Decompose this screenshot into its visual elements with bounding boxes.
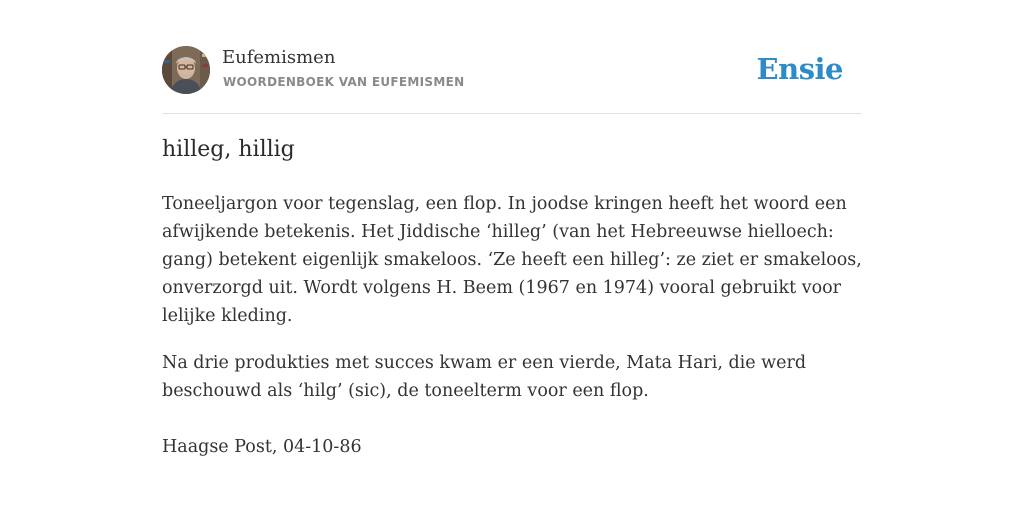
source-avatar[interactable] bbox=[162, 46, 210, 94]
entry-quote: Na drie produkties met succes kwam er een vierde, Mata Hari, die werd beschouwd als ‘hilg’ (sic), de toneelterm voor een flop. bbox=[162, 353, 807, 401]
header-divider bbox=[162, 113, 862, 114]
person-portrait-icon bbox=[162, 46, 210, 94]
source-subtitle: WOORDENBOEK VAN EUFEMISMEN bbox=[223, 75, 465, 89]
source-header bbox=[162, 46, 862, 96]
entry-definition: Toneeljargon voor tegenslag, een flop. In joodse kringen heeft het woord een afwijkende betekenis. Het Jiddische ‘hilleg’ (van het Hebreeuwse hielloech: gang) betekent eigenlijk smakeloos. ‘Ze heeft een hilleg’: ze ziet er smakeloos, onverzorgd uit. Wordt volgens H. Beem (1967 en 1974) vooral gebruikt voor lelijke kleding. bbox=[162, 194, 862, 326]
entry-card bbox=[162, 0, 862, 512]
ensie-logo[interactable]: Ensie bbox=[756, 52, 843, 86]
entry-citation: Haagse Post, 04-10-86 bbox=[162, 437, 362, 457]
source-name[interactable]: Eufemismen bbox=[222, 47, 336, 68]
entry-headword: hilleg, hillig bbox=[162, 137, 295, 162]
